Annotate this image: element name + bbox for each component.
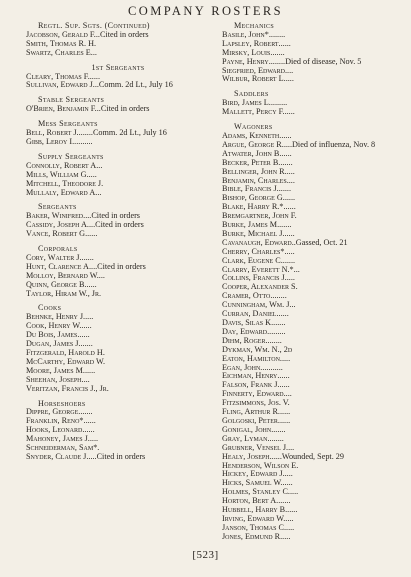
entry-name: Dugan, James J. [26,339,81,349]
entry-name: Cramer, Otto [222,291,271,301]
entry-name: Gibb, Leroy I. [26,136,75,146]
entry-note: ... [288,442,295,452]
entry-note: ...... [278,38,291,48]
section-heading: Corporals [38,244,78,254]
entry-name: Gray, Lyman [222,433,268,443]
entry-note: ........... [260,362,283,372]
roster-section [222,22,406,84]
entry-name: Smith, Thomas R. H. [26,38,97,48]
entry-name: Bellinger, John R. [222,166,287,176]
entry-name: Cleary, Thomas F. [26,71,90,81]
entry-note: .... [289,487,299,497]
entry-name: McCarthy, Edward W. [26,356,106,366]
entry-name: Grubner, Vensel J. [222,442,289,452]
entry-name: Bell, Robert J. [26,128,79,138]
roster-entry [26,385,210,394]
entry-name: Golgoski, Peter [222,415,278,425]
entry-note: ...Cited in orders [88,220,144,230]
section-heading: Mess Sergeants [38,119,98,129]
roster-section [26,400,210,462]
entry-note: ..... [89,71,100,81]
entry-name: Siegfried, Edward [222,65,285,75]
entry-name: Henderson, Wilson E. [222,460,299,470]
entry-name: Healy, Joseph [222,451,270,461]
entry-name: Behnke, Henry J. [26,312,86,322]
entry-note: ...... [277,415,291,425]
section-heading: Mechanics [234,21,274,30]
entry-name: Cooper, Alexander S. [222,282,298,292]
entry-name: Janson, Thomas C. [222,522,287,532]
entry-note: ........ [265,335,282,345]
entry-note: .... [284,469,293,479]
entry-name: Dihm, Roger [222,335,266,345]
entry-note: ..Cited in orders [96,104,150,114]
entry-name: Bishop, George G. [222,193,285,203]
entry-name: Jones, Edmund R. [222,531,283,541]
roster-section [26,245,210,298]
entry-note: .... [284,65,294,75]
entry-name: Taylor, Hiram W., Jr. [26,288,102,298]
entry-name: Molloy, Bernard W. [26,270,99,280]
entry-name: Collins, Francis J. [222,273,287,283]
entry-note: ..... [86,279,97,289]
entry-name: Schneiderman, Sam* [26,443,98,453]
section-heading: Horseshoers [38,398,86,408]
entry-note: .. [291,300,296,310]
entry-name: Hooks, Leonard [26,425,83,435]
roster-entry [222,533,406,542]
entry-name: Moore, James M. [26,365,85,375]
roster-section [26,22,210,58]
entry-note: ....... [271,424,286,434]
entry-note: .... [88,169,97,179]
entry-name: Hicks, Samuel W. [222,478,283,488]
entry-note: ...... [273,318,286,327]
entry-note: ...... [278,496,291,506]
entry-name: Bremgartner, John F. [222,211,297,221]
entry-note: ... [98,270,105,280]
entry-note: ........ [268,29,286,39]
entry-name: Mallett, Percy F. [222,107,285,117]
entry-note: . [97,443,100,453]
entry-name: Du Bois, James [26,330,78,340]
roster-entry [26,189,210,198]
entry-name: Bird, James L. [222,98,271,108]
left-column [26,22,210,468]
entry-name: Fitzgerald, Harold H. [26,348,105,357]
entry-note: ..... [279,353,291,363]
entry-note: ..... [284,193,296,203]
entry-note: .... [89,434,99,444]
entry-name: Cook, Henry W. [26,321,82,331]
entry-note: ..... [284,107,295,117]
entry-note: ..... [287,505,298,515]
entry-note: .... [286,166,295,176]
right-column [222,22,406,548]
roster-entry [26,49,210,58]
entry-note: ......Wounded, Sept. 29 [269,451,344,461]
entry-name: Hunt, Clarence A. [26,261,92,271]
entry-name: Hubbell, Harry B. [222,505,288,515]
entry-name: Falson, Frank J. [222,380,280,390]
entry-name: Eaton, Hamilton [222,353,280,363]
entry-note: ...... [77,330,90,340]
roster-section [26,203,210,239]
entry-name: Veritzan, Francis J., Jr. [26,383,109,393]
roster-section [222,123,406,542]
entry-note: ........Died of disease, Nov. 5 [268,56,362,66]
entry-note: ....Cited in orders [83,211,140,221]
entry-note: .... [283,389,292,399]
entry-name: Eichman, Henry [222,371,278,381]
entry-note: ........ [270,98,288,108]
entry-note: ....Died of influenza, Nov. 8 [283,139,376,149]
roster-entry [26,230,210,239]
entry-note: ...... [283,202,296,212]
entry-note: ...... [276,309,289,319]
roster-entry [222,75,406,84]
page-title: COMPANY ROSTERS [128,4,283,18]
entry-name: Dippre, George [26,407,79,417]
entry-name: Basile, John* [222,29,269,39]
entry-name: Clarry, Everett N.* [222,264,294,274]
entry-name: Gonigal, John [222,424,272,434]
entry-name: Bible, Francis J. [222,184,279,194]
entry-note: ...... [278,184,292,194]
entry-name: Dykman, Wm. N., 2d [222,344,293,354]
entry-name: Finnerty, Edward [222,389,284,399]
entry-note: ..... [284,246,295,256]
roster-entry [26,453,210,462]
entry-note: .. [97,187,102,197]
entry-name: Snyder, Claude J. [26,451,89,461]
entry-note: ..... [279,407,291,417]
roster-section [26,120,210,147]
roster-entry [26,138,210,147]
entry-name: Swartz, Charles E. [26,47,93,57]
section-heading: Saddlers [234,89,269,99]
entry-note: .... [286,522,295,532]
entry-name: Baker, Winifred [26,211,84,221]
entry-note: ..Gassed, Oct. 21 [291,237,348,247]
entry-name: Mills, William G. [26,169,89,179]
section-heading: Wagoners [234,122,273,132]
entry-name: Horton, Bert A. [222,496,279,506]
entry-note: ....... [270,47,285,57]
entry-name: Mirsky, Louis [222,47,271,57]
entry-note: .... [81,374,90,384]
entry-note: ..Cited in orders [95,29,149,39]
entry-name: Mahoney, James J. [26,434,90,444]
entry-note: ...... [81,252,94,262]
roster-entry [26,105,210,114]
roster-section [222,90,406,117]
entry-name: Atwater, John B. [222,148,282,158]
section-heading: Supply Sergeants [38,151,104,161]
entry-name: Argue, George R. [222,139,284,149]
entry-name: Curran, Daniel [222,309,277,319]
section-heading: Cooks [38,303,62,313]
entry-name: Jacobson, Gerald F. [26,29,96,39]
entry-name: Becker, Peter B. [222,157,281,167]
entry-name: Sheehan, Joseph [26,374,82,384]
entry-note: ..... [279,380,290,390]
entry-name: Davis, Silas K. [222,318,274,327]
entry-note: ...... [80,339,93,349]
entry-name: Quinn, George B. [26,279,87,289]
entry-note: .... [85,312,94,322]
entry-name: Connolly, Robert A. [26,160,99,170]
roster-section [26,304,210,393]
entry-name: Cavanaugh, Edward [222,237,292,247]
entry-note: ....... [78,407,93,417]
roster-section [26,96,210,114]
section-heading: Sergeants [38,202,77,212]
entry-note: ......... [267,326,286,336]
entry-name: Benjamin, Charles [222,175,287,185]
entry-name: Fitzsimmons, Jos. V. [222,398,290,408]
entry-name: Holmes, Stanley C. [222,487,290,497]
section-heading: Stable Sergeants [38,95,105,105]
entry-note: ...... [282,255,296,265]
entry-note: ..... [84,365,96,375]
entry-note: ..... [284,228,295,238]
entry-name: Vance, Robert G. [26,229,88,239]
entry-name: Cherry, Charles* [222,246,285,256]
entry-note: ..... [281,148,292,158]
entry-name: Wilbur, Robert L. [222,74,286,84]
entry-note: .... [286,175,295,185]
entry-note: ......... [74,136,93,146]
entry-note: ....Cited in orders [88,451,146,461]
entry-note: ...... [279,130,292,140]
entry-note: .. [98,160,103,170]
roster-entry [26,290,210,299]
entry-name: Lapsley, Robert [222,38,279,48]
entry-note: .... [282,531,291,541]
entry-name: O'Brien, Benjamin F. [26,104,97,114]
entry-note: .. [92,47,97,57]
entry-name: Mullaly, Edward A. [26,187,98,197]
entry-name: Fling, Arthur R. [222,407,280,417]
entry-note: ........ [267,433,284,443]
entry-note: ...... [279,220,292,230]
entry-name: Burke, Michael J. [222,228,285,238]
roster-section [26,64,210,91]
entry-name: Day, Edward [222,326,268,336]
section-heading: Regtl. Sup. Sgts. (Continued) [38,21,150,30]
entry-name: Burke, James M. [222,220,280,230]
entry-name: Mitchell, Theodore J. [26,178,104,188]
entry-name: Cunningham, Wm. J. [222,300,292,310]
entry-name: Franklin, Reno* [26,416,84,426]
entry-note: .... [285,513,294,523]
entry-note: .... [286,273,295,283]
entry-name: Cassidy, Joseph A. [26,220,89,230]
entry-note: ...... [277,371,290,381]
entry-note: ...... [82,425,95,435]
entry-note: ..... [87,229,98,239]
roster-section [26,153,210,198]
entry-note: .... [285,74,294,84]
entry-note: ........ [270,291,287,301]
entry-note: ..... [282,478,293,488]
entry-name: Clark, Eugene C. [222,255,283,265]
entry-name: Payne, Henry [222,56,269,66]
entry-note: ..... [81,321,92,331]
entry-name: Blake, Harry R.* [222,202,284,212]
entry-name: Adams, Kenneth [222,130,280,140]
entry-name: Irving, Edward W. [222,513,286,523]
roster-entry [222,108,406,117]
entry-note: ...Cited in orders [91,261,146,271]
entry-note: .......Comm. 2d Lt., July 16 [78,128,167,138]
entry-note: ...... [280,157,293,167]
page-number: [523] [192,549,219,561]
section-heading: 1st Sergeants [91,62,145,72]
entry-note: ..Comm. 2d Lt., July 16 [94,80,173,90]
entry-note: ... [293,264,300,274]
entry-name: Cory, Walter J. [26,252,82,262]
entry-note: ...... [83,416,96,426]
roster-entry [26,81,210,90]
entry-name: Egan, John [222,362,261,372]
entry-name: Sullivan, Edward J. [26,80,95,90]
entry-name: Hickey, Edward J. [222,469,285,479]
